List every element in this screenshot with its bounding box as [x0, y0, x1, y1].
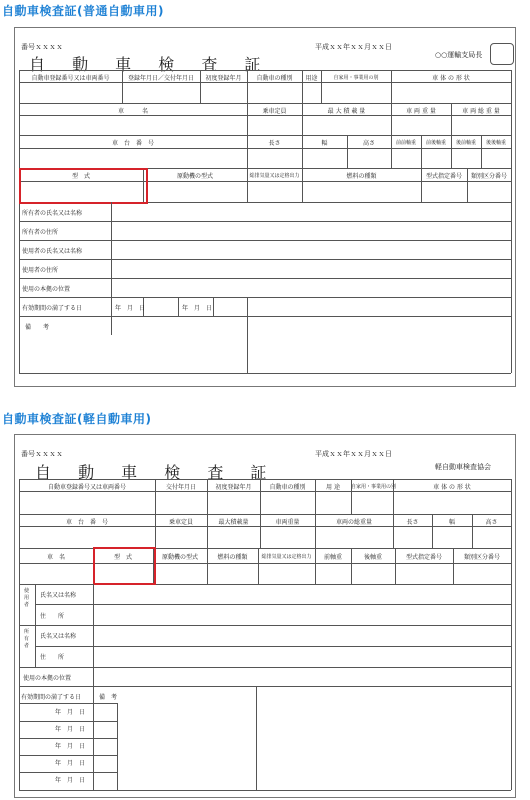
- label-fuel: 燃料の種類: [346, 173, 377, 180]
- label-front-axle: 前軸重: [323, 554, 342, 561]
- label-issue-date: 交付年月日: [165, 484, 196, 491]
- label-vehicle-kind: 自動車の種別: [269, 484, 306, 491]
- section-heading-light-vehicle: 自動車検査証(軽自動車用): [2, 412, 152, 426]
- label-capacity: 乗車定員: [168, 519, 193, 526]
- expiry-date-2: 年 月 日: [182, 305, 213, 312]
- label-user-side: 使 用 者: [24, 588, 30, 608]
- certificate-number: 番号ｘｘｘｘ: [21, 450, 63, 458]
- label-body-shape: 車 体 の 形 状: [433, 484, 471, 491]
- issue-date: 平成ｘｘ年ｘｘ月ｘｘ日: [315, 450, 392, 458]
- label-body-shape: 車 体 の 形 状: [432, 75, 470, 82]
- label-user-address: 使用者の住所: [22, 267, 59, 274]
- label-first-reg: 初度登録年月: [205, 75, 242, 82]
- label-expiry: 有効期間の満了する日: [22, 305, 83, 312]
- expiry-date-3: 年 月 日: [55, 743, 86, 750]
- label-displacement: 総排気量又は定格出力: [261, 554, 312, 560]
- certificate-number: 番号ｘｘｘｘ: [21, 43, 63, 51]
- label-width: 幅: [321, 140, 328, 147]
- label-width: 幅: [448, 519, 455, 526]
- label-fuel: 燃料の種類: [217, 554, 248, 561]
- label-height: 高さ: [485, 519, 498, 526]
- label-height: 高さ: [362, 140, 375, 147]
- certificate-title: 自 動 車 検 査 証: [35, 463, 278, 482]
- inspection-certificate-regular: [14, 27, 516, 387]
- label-remarks: 備 考: [99, 694, 118, 701]
- label-chassis: 車 台 番 号: [65, 519, 108, 526]
- label-use: 用 途: [326, 484, 340, 491]
- label-model: 型 式: [113, 554, 132, 561]
- label-model-designation: 型式指定番号: [405, 554, 442, 561]
- label-vehicle-kind: 自動車の種別: [256, 75, 293, 82]
- seal-box: [490, 43, 514, 65]
- label-length: 長さ: [268, 140, 281, 147]
- label-front-rear-axle: 前後軸重: [425, 140, 446, 146]
- model-highlight-box: [19, 168, 148, 204]
- label-base-location: 使用の本拠の位置: [22, 286, 71, 293]
- issuing-office: ○○運輸支局長: [435, 51, 483, 59]
- label-reg-no: 自動車登録番号又は車両番号: [47, 484, 126, 491]
- label-name: 車 名: [117, 108, 148, 115]
- label-category-number: 類別区分番号: [470, 173, 507, 180]
- expiry-date-1: 年 月 日: [115, 305, 146, 312]
- label-max-load: 最 大 積 載 量: [327, 108, 366, 115]
- label-engine-model: 原動機の型式: [161, 554, 198, 561]
- label-private-biz: 自家用・事業用の別: [333, 75, 379, 81]
- label-remarks: 備 考: [25, 324, 50, 331]
- label-rear-axle: 後軸重: [363, 554, 382, 561]
- label-model-designation: 型式指定番号: [425, 173, 462, 180]
- inspection-certificate-light: [14, 434, 516, 798]
- label-capacity: 乗車定員: [262, 108, 287, 115]
- label-private-biz: 自家用・事業用の別: [351, 484, 397, 490]
- label-category-number: 類別区分番号: [463, 554, 500, 561]
- label-gross-weight: 車両の総重量: [335, 519, 372, 526]
- section-heading-regular-vehicle: 自動車検査証(普通自動車用): [2, 4, 164, 18]
- label-engine-model: 原動機の型式: [176, 173, 213, 180]
- label-front-front-axle: 前前軸重: [395, 140, 416, 146]
- label-user-address: 住 所: [40, 613, 65, 620]
- label-expiry: 有効期間の満了する日: [21, 694, 82, 701]
- label-use: 用途: [305, 75, 318, 82]
- label-user-name: 氏名又は名称: [40, 592, 77, 599]
- label-owner-address: 所有者の住所: [22, 229, 59, 236]
- model-highlight-box: [93, 547, 156, 585]
- label-gross-weight: 車 両 総 重 量: [462, 108, 500, 115]
- label-chassis: 車 台 番 号: [111, 140, 154, 147]
- label-owner-name: 氏名又は名称: [40, 633, 77, 640]
- label-weight: 車 両 重 量: [406, 108, 436, 115]
- label-owner-side: 所 有 者: [24, 629, 30, 649]
- label-length: 長さ: [406, 519, 419, 526]
- label-reg-date: 登録年月日／交付年月日: [127, 75, 194, 82]
- issue-date: 平成ｘｘ年ｘｘ月ｘｘ日: [315, 43, 392, 51]
- label-reg-no: 自動車登録番号又は車両番号: [31, 75, 110, 82]
- expiry-date-1: 年 月 日: [55, 709, 86, 716]
- label-max-load: 最大積載量: [218, 519, 249, 526]
- certificate-title: 自 動 車 検 査 証: [29, 55, 272, 74]
- label-first-reg: 初度登録年月: [215, 484, 252, 491]
- label-owner-address: 住 所: [40, 654, 65, 661]
- label-base-location: 使用の本拠の位置: [23, 675, 72, 682]
- label-owner-name: 所有者の氏名又は名称: [22, 210, 83, 217]
- label-rear-front-axle: 後前軸重: [455, 140, 476, 146]
- label-name: 車 名: [46, 554, 65, 561]
- expiry-date-2: 年 月 日: [55, 726, 86, 733]
- label-rear-rear-axle: 後後軸重: [485, 140, 506, 146]
- label-displacement: 総排気量又は定格出力: [249, 173, 300, 179]
- expiry-date-5: 年 月 日: [55, 777, 86, 784]
- label-weight: 車両重量: [275, 519, 300, 526]
- issuing-office: 軽自動車検査協会: [435, 463, 491, 471]
- expiry-date-4: 年 月 日: [55, 760, 86, 767]
- label-model: 型 式: [71, 173, 90, 180]
- label-user-name: 使用者の氏名又は名称: [22, 248, 83, 255]
